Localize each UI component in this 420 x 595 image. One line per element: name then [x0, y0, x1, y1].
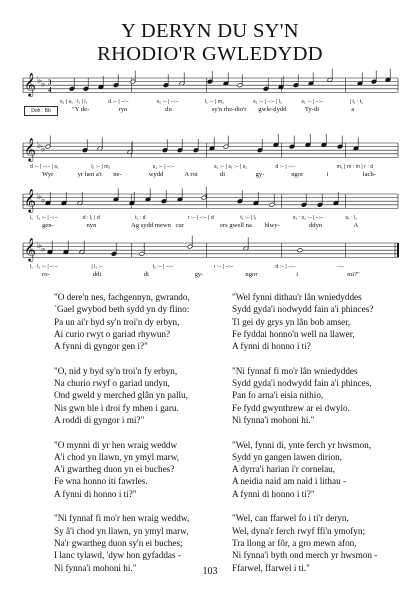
verse-line: A fynni di honno i ti?" — [232, 488, 315, 499]
verse-line: Pan fo arna'i eisia nithio, — [232, 390, 324, 401]
lyric-syllable: gy- — [255, 171, 265, 179]
verse-line: Ni fynna'i mohoni hi." — [232, 414, 315, 425]
solfa-syllable: s₁ : s₁ :– | –:– — [292, 215, 324, 222]
lyric-syllable: Wyr — [42, 171, 54, 179]
left-verse-2 — [54, 365, 190, 426]
treble-clef-icon: 𝄞 — [24, 72, 36, 96]
verse-line: Fe wna honno iti fawrles. — [54, 476, 148, 487]
note-head — [297, 248, 303, 253]
solfa-syllable: s₁ :– | –:– — [301, 99, 323, 106]
solfa-syllable: –:– — [336, 264, 344, 271]
lyric-syllable: gwle-dydd — [258, 106, 287, 114]
verse-line: Tra llong ar fôr, a gro mewn afon, — [232, 537, 357, 548]
song-title-line-2: RHODIO'R GWLEDYDD — [97, 43, 323, 65]
verse-line: Fe fydd gwynthrew ar ei dwylo. — [232, 402, 350, 413]
verse-line: Pa un ai'r hyd sy'n troi'n dy erbyn, — [54, 316, 180, 327]
flat-sign-icon: ♭ — [37, 192, 42, 202]
right-verse-3 — [232, 439, 377, 500]
verse-line: Fe fyddai honno'n well na llawer, — [232, 328, 355, 339]
verses-left-column — [54, 291, 190, 586]
solfa-syllable: t₁ :– | l₁ — [240, 215, 257, 222]
lyric-syllable: ngor — [291, 171, 304, 179]
lyric-syllable: A — [353, 222, 359, 230]
verse-line: A fynni di honno i ti?" — [54, 488, 137, 499]
verse-line: A'i gwartheg duon yn ei buches? — [54, 464, 175, 475]
verse-line: Ai curio rwyt o gariad rhywun? — [54, 328, 171, 339]
time-signature: 4 — [48, 85, 52, 94]
lyric-syllable: "Y de- — [72, 106, 90, 114]
left-verse-1 — [54, 291, 190, 352]
right-verse-1 — [232, 291, 377, 352]
left-verse-4 — [54, 512, 190, 573]
lyric-syllable: ddyn — [309, 222, 323, 230]
lyric-syllable: a — [351, 106, 355, 114]
solfa-syllable: d : l₁ | d — [82, 215, 100, 222]
solfa-syllable: t₁ :– | –:– — [152, 264, 174, 271]
lyric-syllable: yr hen a'r — [77, 171, 103, 179]
verse-line: Ni fynna'i byth ond merch yr hwsmon - — [232, 550, 378, 561]
lyric-syllable: cur — [175, 222, 184, 230]
page-number: 103 — [202, 566, 218, 577]
time-signature: 3 — [48, 78, 52, 87]
verse-line: A fynni di honno i ti? — [232, 341, 311, 352]
lyric-syllable: ro- — [42, 271, 50, 279]
lyric-syllable: blwy- — [264, 222, 280, 230]
solfa-syllable: s₁ :– | –:– — [156, 99, 179, 106]
verse-line: A roddi di gyngor i mi?" — [54, 414, 145, 425]
solfa-syllable: d :– | –:– — [275, 264, 296, 271]
lyric-syllable: ryn — [118, 106, 128, 114]
right-verse-4 — [232, 512, 377, 573]
lyric-syllable: gen- — [42, 222, 54, 230]
lyric-syllable: sy'n rho-dio'r — [211, 106, 247, 114]
verse-line: Sydd gyda'i nodwydd fain a'i phinces? — [232, 304, 374, 315]
verse-line: A'i chod yn llawn, yn ymyl marw, — [54, 451, 180, 462]
verse-line: `Gael gwybod beth sydd yn dy flino: — [54, 304, 190, 315]
verse-line: Ffarwel, ffarwel i ti." — [232, 562, 310, 573]
lyric-syllable: mi?" — [347, 271, 360, 279]
lyric-syllable: ne- — [113, 171, 122, 179]
verse-line: A fynni di gyngor gen i?" — [54, 341, 148, 352]
solfa-syllable: r :– | –:– | d — [187, 215, 214, 222]
lyric-syllable: di — [220, 171, 226, 179]
verses-right-column — [232, 291, 377, 586]
verse-line: "Ni fynnaf fi mo'r lân wniedyddes — [232, 365, 358, 376]
flat-sign-icon: ♭ — [37, 76, 42, 86]
flat-sign-icon: ♭ — [41, 244, 46, 255]
solfa-syllable: | l₁ : t₁ — [349, 99, 363, 106]
solfa-syllable: s₁ :– | –:– — [152, 164, 175, 171]
solfa-syllable: r :– | –:– — [214, 264, 233, 271]
solfa-syllable: s₁ | s₁ : l₁ | l₁ — [60, 99, 88, 106]
solfa-syllable: l₁ : l₁ :– | –:– — [30, 264, 58, 271]
lyric-syllable: ngor — [245, 271, 258, 279]
verse-line: "Wel fynni dithau'r lân wniedyddes — [232, 292, 362, 302]
lyric-syllable: fach- — [362, 171, 376, 179]
solfa-syllable: | l₁ :– — [91, 264, 103, 271]
solfa-syllable: d :– | –:– — [275, 164, 296, 171]
verse-line: Wel, dyna'r ferch rwyf ffi'n ymofyn; — [232, 525, 366, 536]
song-title-line-1: Y DERYN DU SY'N — [121, 20, 299, 42]
flat-sign-icon: ♭ — [41, 195, 46, 206]
solfa-syllable: s₁ :– | s₁ :– | s₁ — [214, 164, 248, 171]
lyric-syllable: i — [296, 271, 299, 279]
lyric-syllable: ers gwell na — [220, 222, 252, 230]
verse-line: A neidia naid am naid i lithau - — [232, 476, 347, 487]
verse-line: Ti gei dy grys yn lân bob amser, — [232, 316, 351, 327]
left-verse-3 — [54, 439, 190, 500]
verse-line: A dyrra'i harian i'r cornelau, — [232, 464, 336, 475]
verse-line: Na'r gwartheg duon sy'n ei buches; — [54, 537, 183, 548]
verse-line: Sydd yn gangen lawen dirion, — [232, 451, 342, 462]
verse-line: Sy â'i chod yn llawn, yn ymyl marw, — [54, 525, 189, 536]
treble-clef-icon: 𝄞 — [24, 237, 36, 261]
solfa-syllable: l₁ :– | m₁ — [204, 99, 224, 106]
solfa-syllable: d :– | –:– | s₁ — [30, 164, 59, 171]
verse-line: "O mynni di yr hen wraig weddw — [54, 439, 178, 450]
solfa-syllable: s₁ :– | –:– | l₁ — [253, 99, 282, 106]
flat-sign-icon: ♭ — [41, 144, 46, 155]
key-signature-label: Doh : Bb — [24, 106, 58, 116]
verse-line: "O dere'n nes, fachgennyn, gwrando, — [54, 292, 190, 302]
lyric-syllable: Ty-di — [304, 106, 320, 114]
lyric-syllable: A roi — [184, 171, 198, 179]
verse-line: Na churio rwyf o gariad undyn, — [54, 378, 170, 389]
verse-line: "O, nid y byd sy'n troi'n fy erbyn, — [54, 365, 178, 376]
solfa-syllable: l₁ : l₁ :– | –:– — [30, 215, 58, 222]
solfa-syllable: d :– | –:– — [108, 99, 129, 106]
lyric-syllable: nyn — [86, 222, 97, 230]
solfa-syllable: t₁ : d — [135, 215, 146, 222]
treble-clef-icon: 𝄞 — [24, 188, 36, 212]
verse-line: I lanc tylawd, 'dyw hon gyfaddas - — [54, 550, 181, 561]
verse-line: "Wel, fynni di, ynte ferch yr hwsmon, — [232, 439, 372, 450]
verse-line: Ni fynna'i mohoni hi." — [54, 562, 137, 573]
lyric-syllable: gy- — [194, 271, 204, 279]
solfa-syllable: m₁ | m : m | r : d — [336, 164, 374, 171]
verse-line: Sydd gyda'i nodwydd fain a'i phinces, — [232, 378, 372, 389]
verse-line: Ond gweld y merched glân yn pallu, — [54, 390, 188, 401]
lyric-syllable: ddi — [92, 271, 102, 279]
solfa-syllable: s₁ : l₁ — [345, 215, 357, 222]
solfa-syllable: l₁ :– | m₁ — [91, 164, 111, 171]
lyric-syllable: du — [165, 106, 172, 114]
right-verse-2 — [232, 365, 377, 426]
flat-sign-icon: ♭ — [41, 79, 46, 90]
verse-line: Nis gwn ble i droi fy mhen i garu. — [54, 402, 179, 413]
lyric-syllable: wydd — [148, 171, 164, 179]
verse-line: "Ni fynnaf fi mo'r hen wraig weddw, — [54, 513, 190, 524]
flat-sign-icon: ♭ — [37, 141, 42, 151]
lyric-syllable: i — [326, 171, 329, 179]
lyric-syllable: di — [143, 271, 149, 279]
flat-sign-icon: ♭ — [37, 241, 42, 251]
verse-line: "Wel, can ffarwel fo i ti'r deryn, — [232, 513, 349, 524]
treble-clef-icon: 𝄞 — [24, 137, 36, 161]
lyric-syllable: Ag sydd mewn — [131, 222, 171, 230]
